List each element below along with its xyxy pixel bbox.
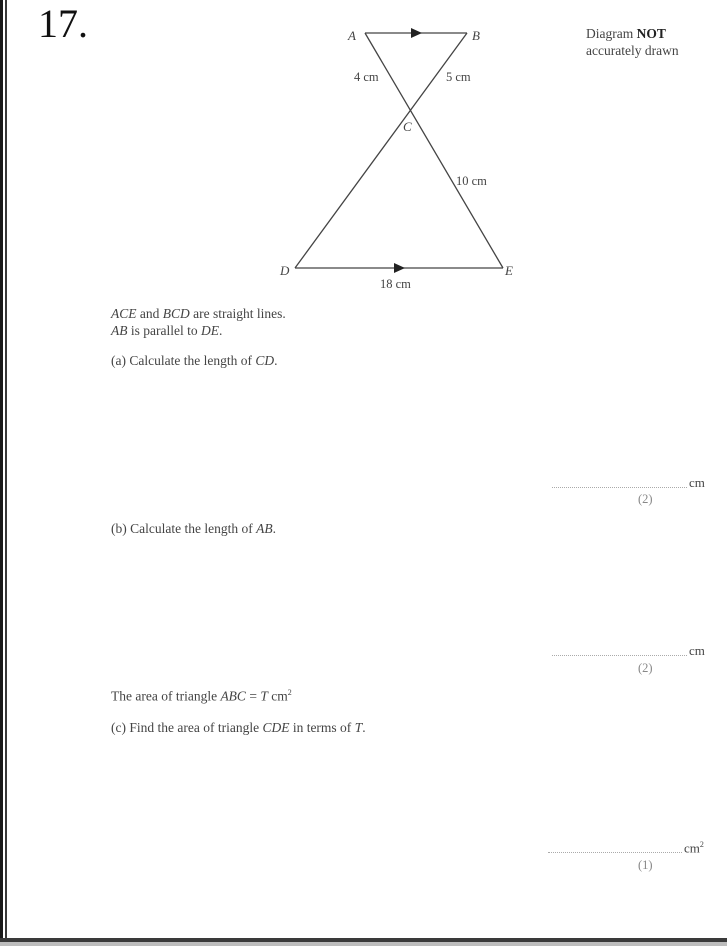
question-number: 17.: [38, 1, 88, 46]
page-border-bottom-shadow: [0, 942, 727, 946]
given-statement-parallel: AB is parallel to DE.: [111, 323, 223, 338]
segment-bcd: [295, 33, 467, 268]
part-b-unit: cm: [689, 643, 705, 658]
label-length-ce: 10 cm: [456, 174, 487, 188]
diagram-accuracy-note: Diagram NOT accurately drawn: [586, 26, 679, 58]
part-b-prompt: (b) Calculate the length of AB.: [111, 521, 276, 536]
part-a-answer-line[interactable]: [552, 487, 687, 488]
label-length-ac: 4 cm: [354, 70, 379, 84]
label-point-e: E: [505, 263, 513, 278]
label-point-d: D: [280, 263, 290, 278]
label-point-a: A: [348, 28, 356, 43]
part-c-marks: (1): [638, 858, 653, 872]
part-b-answer-line[interactable]: [552, 655, 687, 656]
part-b-marks: (2): [638, 661, 653, 675]
label-point-c: C: [403, 119, 412, 134]
given-statement-straight-lines: ACE and BCD are straight lines.: [111, 306, 286, 321]
label-length-bc: 5 cm: [446, 70, 471, 84]
part-c-answer-line[interactable]: [548, 852, 682, 853]
label-point-b: B: [472, 28, 480, 43]
label-length-de: 18 cm: [380, 277, 411, 291]
area-statement: The area of triangle ABC = T $cm^2$: [111, 688, 292, 704]
part-c-prompt: (c) Find the area of triangle CDE in terms of T.: [111, 720, 366, 735]
part-c-unit: $cm^2$: [684, 840, 704, 856]
part-a-unit: cm: [689, 475, 705, 490]
part-a-prompt: (a) Calculate the length of CD.: [111, 353, 278, 368]
segment-ace: [365, 33, 503, 268]
parallel-arrow-de-icon: [394, 263, 405, 273]
part-a-marks: (2): [638, 492, 653, 506]
parallel-arrow-ab-icon: [411, 28, 422, 38]
